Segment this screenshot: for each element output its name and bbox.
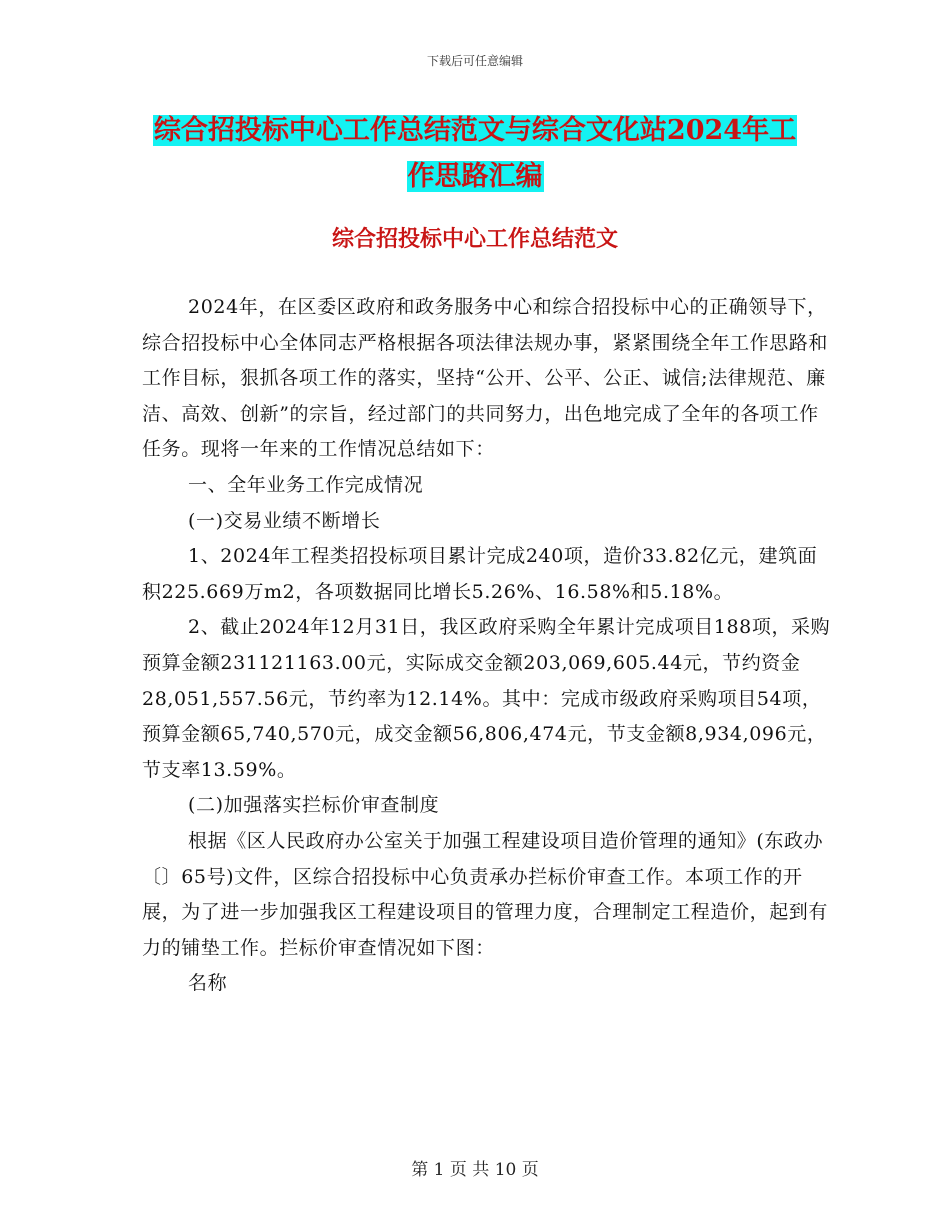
paragraph-price-review: 根据《区人民政府办公室关于加强工程建设项目造价管理的通知》(东政办〔〕65号)文件，区综合招投标中心负责承办拦标价审查工作。本项工作的开展，为了进一步加强我区工程建设项目的管理力度，合理制定工程造价，起到有力的铺垫工作。拦标价审查情况如下图：: [142, 829, 829, 959]
paragraph-intro: 2024年，在区委区政府和政务服务中心和综合招投标中心的正确领导下，综合招投标中心全体同志严格根据各项法律法规办事，紧紧围绕全年工作思路和工作目标，狠抓各项工作的落实，坚持“公开、公平、公正、诚信;法律规范、廉洁、高效、创新”的宗旨，经过部门的共同努力，出色地完成了全年的各项工作任务。现将一年来的工作情况总结如下：: [142, 296, 829, 461]
paragraph-engineering-projects: 1、2024年工程类招投标项目累计完成240项，造价33.82亿元，建筑面积225.669万m2，各项数据同比增长5.26%、16.58%和5.18%。: [142, 545, 818, 603]
document-title: [0, 108, 950, 200]
table-label-name: 名称: [188, 972, 228, 995]
section-title: 综合招投标中心工作总结范文: [331, 226, 618, 252]
subheading-price-review: (二)加强落实拦标价审查制度: [188, 794, 440, 817]
document-title-line-1: 综合招投标中心工作总结范文与综合文化站2024年工: [153, 115, 797, 146]
heading-business-completion: 一、全年业务工作完成情况: [188, 473, 424, 496]
page-header-note: 下载后可任意编辑: [426, 54, 523, 68]
subheading-trade-growth: (一)交易业绩不断增长: [188, 509, 381, 532]
document-body: [142, 290, 832, 1002]
page-footer: 第 1 页 共 10 页: [411, 1160, 539, 1180]
document-title-line-2: 作思路汇编: [407, 161, 543, 192]
paragraph-government-procurement: 2、截止2024年12月31日，我区政府采购全年累计完成项目188项，采购预算金额231121163.00元，实际成交金额203,069,605.44元，节约资金28,051,557.56元，节约率为12.14%。其中：完成市级政府采购项目54项，预算金额65,740,570元，成交金额56,806,474元，节支金额8,934,096元，节支率13.59%。: [142, 616, 831, 781]
